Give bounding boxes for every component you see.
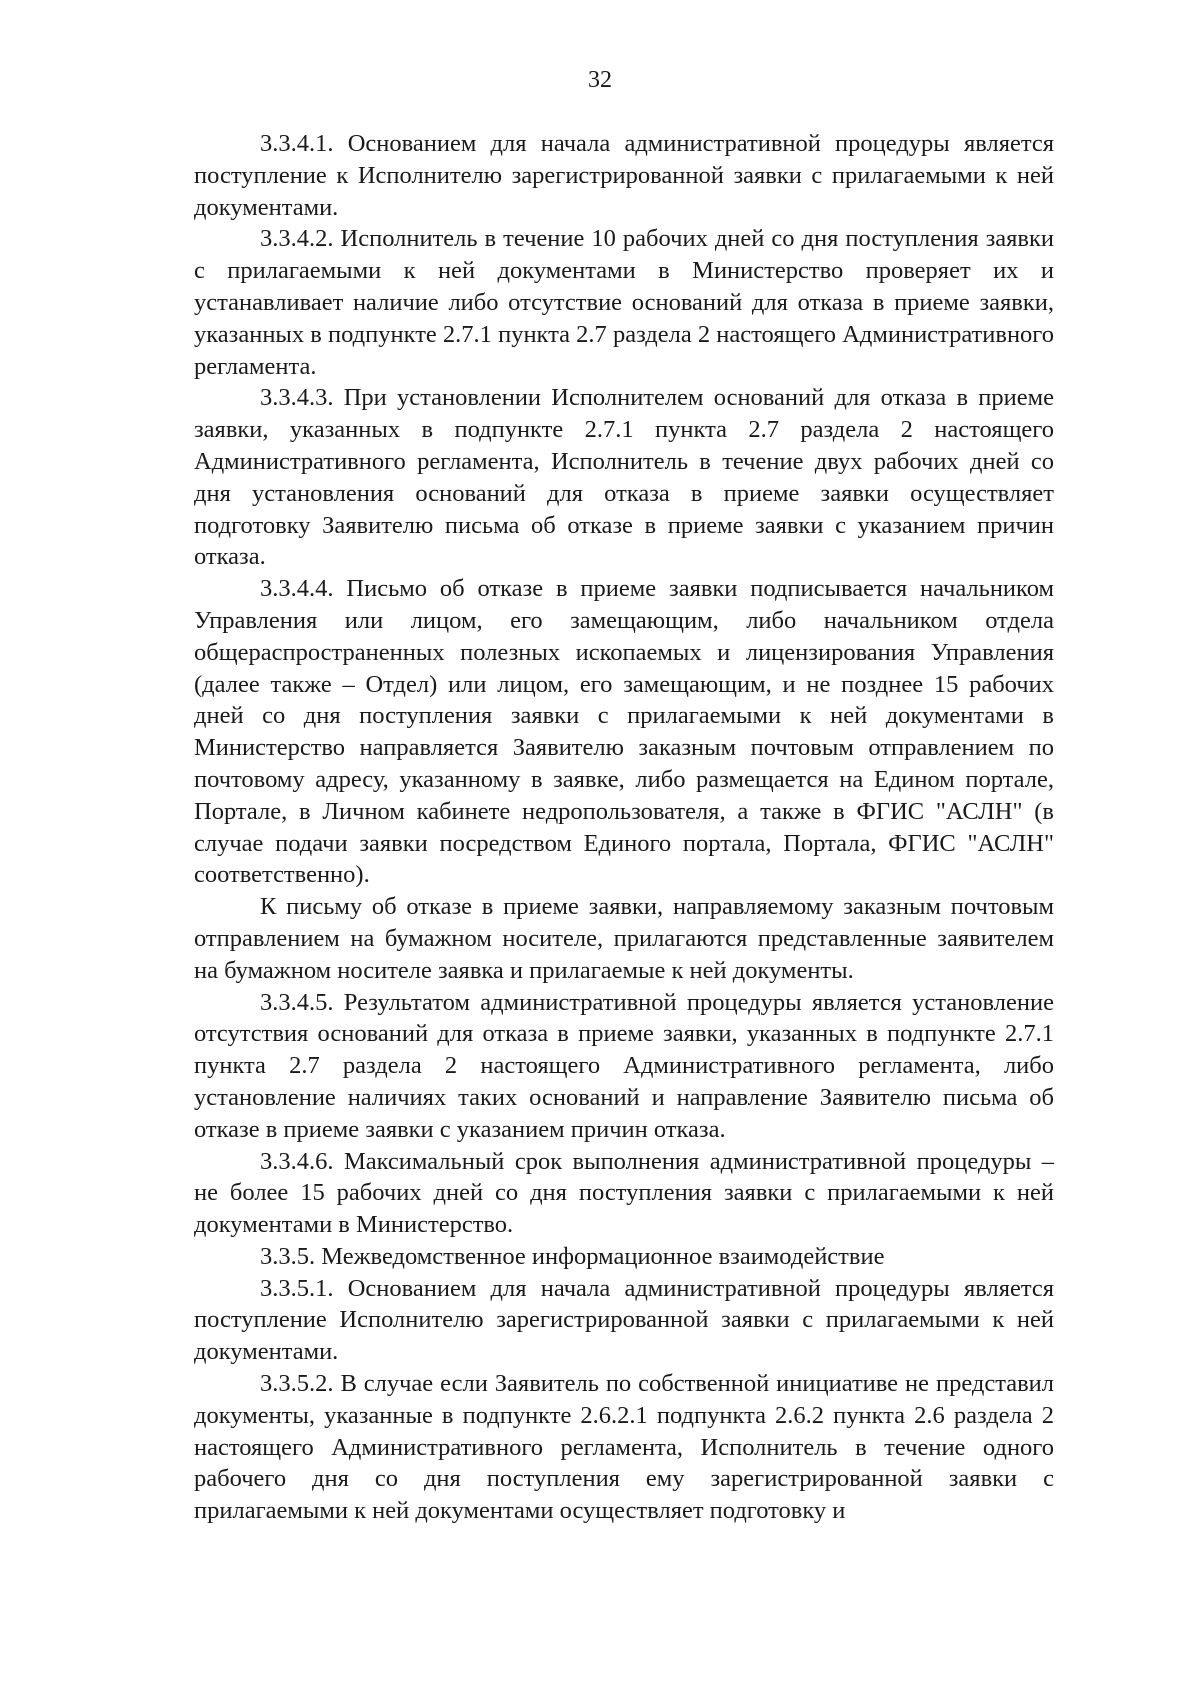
- paragraph-3-3-4-6: 3.3.4.6. Максимальный срок выполнения административной процедуры – не более 15 рабочих дней со дня поступления заявки с прилагаемыми к ней документами в Министерство.: [194, 1147, 1054, 1239]
- paragraph-3-3-4-3: 3.3.4.3. При установлении Исполнителем оснований для отказа в приеме заявки, указанных в подпункте 2.7.1 пункта 2.7 раздела 2 настоящего Административного регламента, Исполнитель в течение двух рабочих дней со дня установления оснований для отказа в приеме заявки осуществляет подготовку Заявителю письма об отказе в приеме заявки с указанием причин отказа.: [194, 384, 1054, 571]
- section-heading-3-3-5: 3.3.5. Межведомственное информационное взаимодействие: [260, 1242, 885, 1270]
- paragraph-attachment-note: К письму об отказе в приеме заявки, направляемому заказным почтовым отправлением на бумажном носителе, прилагаются представленные заявителем на бумажном носителе заявка и прилагаемые к ней документы.: [194, 893, 1054, 984]
- page-number: 32: [588, 67, 612, 93]
- paragraph-3-3-4-4: 3.3.4.4. Письмо об отказе в приеме заявки подписывается начальником Управления или лицом, его замещающим, либо начальником отдела общераспространенных полезных ископаемых и лицензирования Управления (далее также – Отдел) или лицом, его замещающим, и не позднее 15 рабочих дней со дня поступления заявки с прилагаемыми к ней документами в Министерство направляется Заявителю заказным почтовым отправлением по почтовому адресу, указанному в заявке, либо размещается на Едином портале, Портале, в Личном кабинете недропользователя, а также в ФГИС "АСЛН" (в случае подачи заявки посредством Единого портала, Портала, ФГИС "АСЛН" соответственно).: [194, 575, 1054, 889]
- paragraph-3-3-4-1: 3.3.4.1. Основанием для начала административной процедуры является поступление к Исполнителю зарегистрированной заявки с прилагаемыми к ней документами.: [194, 130, 1054, 221]
- paragraph-3-3-4-5: 3.3.4.5. Результатом административной процедуры является установление отсутствия оснований для отказа в приеме заявки, указанных в подпункте 2.7.1 пункта 2.7 раздела 2 настоящего Административного регламента, либо установление наличиях таких оснований и направление Заявителю письма об отказе в приеме заявки с указанием причин отказа.: [194, 988, 1054, 1143]
- paragraph-3-3-5-1: 3.3.5.1. Основанием для начала административной процедуры является поступление Исполнителю зарегистрированной заявки с прилагаемыми к ней документами.: [194, 1274, 1054, 1366]
- paragraph-3-3-5-2: 3.3.5.2. В случае если Заявитель по собственной инициативе не представил документы, указанные в подпункте 2.6.2.1 подпункта 2.6.2 пункта 2.6 раздела 2 настоящего Административного регламента, Исполнитель в течение одного рабочего дня со дня поступления ему зарегистрированной заявки с прилагаемыми к ней документами осуществляет подготовку и: [194, 1370, 1054, 1525]
- paragraph-3-3-4-2: 3.3.4.2. Исполнитель в течение 10 рабочих дней со дня поступления заявки с прилагаемыми к ней документами в Министерство проверяет их и устанавливает наличие либо отсутствие оснований для отказа в приеме заявки, указанных в подпункте 2.7.1 пункта 2.7 раздела 2 настоящего Административного регламента.: [194, 225, 1054, 380]
- document-body: [194, 128, 1054, 1527]
